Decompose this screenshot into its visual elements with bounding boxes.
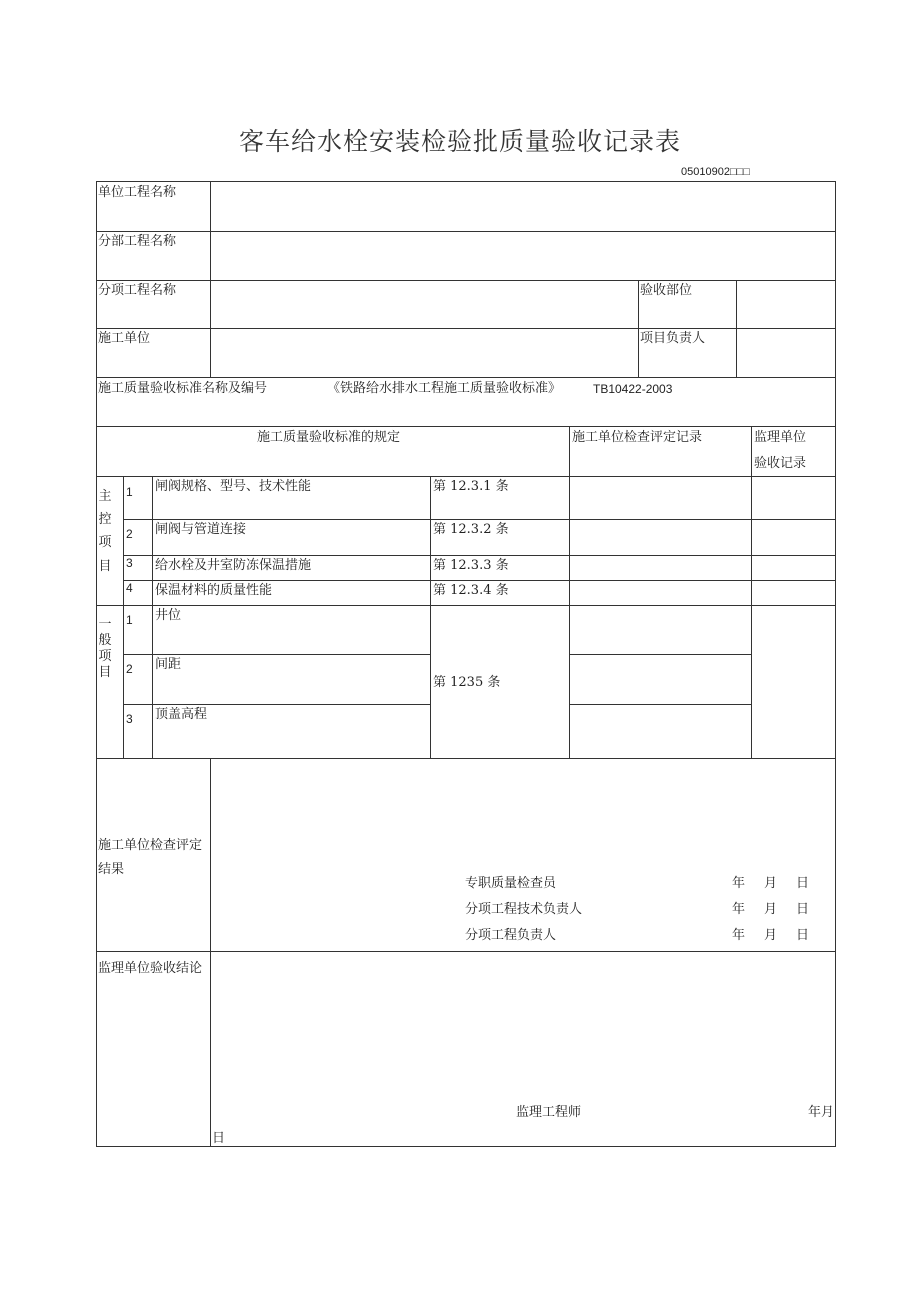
general-item-name: 间距: [155, 657, 182, 672]
row-line: [96, 951, 836, 952]
row-line: [96, 231, 836, 232]
main-item-name: 给水栓及井室防冻保温措施: [155, 558, 312, 573]
form-title: 客车给水栓安装检验批质量验收记录表: [238, 127, 681, 156]
signer-role: 专职质量检查员: [465, 876, 557, 891]
row-line: [569, 654, 752, 655]
main-control-label-char: 控: [98, 512, 112, 527]
supervision-column-header-line2: 验收记录: [754, 456, 807, 471]
col-line: [751, 426, 752, 759]
supervision-date-day: 日: [212, 1131, 226, 1146]
signer-date-month: 月: [764, 876, 778, 891]
general-label-char: 项: [98, 649, 112, 664]
table-border-top: [96, 181, 836, 182]
main-control-label-char: 目: [98, 559, 112, 574]
signer-date-month: 月: [764, 902, 778, 917]
row-line: [96, 605, 836, 606]
main-item-clause: 第 12.3.1 条: [433, 479, 509, 494]
row-line: [123, 704, 431, 705]
signer-date-day: 日: [796, 902, 810, 917]
inspection-part-label: 验收部位: [640, 283, 693, 298]
main-item-clause: 第 12.3.2 条: [433, 522, 509, 537]
signer-date-day: 日: [796, 876, 810, 891]
row-line: [96, 476, 836, 477]
main-item-clause: 第 12.3.3 条: [433, 558, 509, 573]
main-item-name: 闸阀规格、型号、技术性能: [155, 479, 312, 494]
row-line: [123, 555, 836, 556]
supervision-result-label: 监理单位验收结论: [98, 961, 203, 976]
row-line: [123, 580, 836, 581]
standard-label: 施工质量验收标准名称及编号: [98, 381, 268, 396]
col-line: [210, 181, 211, 378]
col-line: [569, 426, 570, 759]
general-clause: 第 1235 条: [433, 675, 501, 690]
signer-date-month: 月: [764, 928, 778, 943]
standard-code: TB10422-2003: [593, 382, 673, 396]
general-item-name: 顶盖高程: [155, 707, 208, 722]
signer-role: 分项工程负责人: [465, 928, 557, 943]
main-control-label-char: 项: [98, 535, 112, 550]
main-item-name: 闸阀与管道连接: [155, 522, 247, 537]
supervision-date-year-month: 年月: [808, 1105, 835, 1120]
main-control-label-char: 主: [98, 489, 112, 504]
construction-unit-label: 施工单位: [98, 331, 151, 346]
general-item-no: 2: [126, 662, 133, 676]
main-item-name: 保温材料的质量性能: [155, 583, 273, 598]
col-line: [210, 758, 211, 1147]
row-line: [96, 377, 836, 378]
signer-date-day: 日: [796, 928, 810, 943]
supervision-column-header-line1: 监理单位: [754, 430, 807, 445]
unit-project-label: 单位工程名称: [98, 185, 177, 200]
row-line: [123, 654, 431, 655]
signer-date-year: 年: [732, 928, 746, 943]
general-label-char: 般: [98, 633, 112, 648]
project-manager-label: 项目负责人: [640, 331, 706, 346]
signer-role: 分项工程技术负责人: [465, 902, 583, 917]
general-label-char: 一: [98, 617, 112, 632]
row-line: [123, 519, 836, 520]
supervision-engineer-label: 监理工程师: [516, 1105, 582, 1120]
col-line: [638, 280, 639, 378]
row-line: [96, 758, 836, 759]
subitem-project-label: 分项工程名称: [98, 283, 177, 298]
signer-date-year: 年: [732, 902, 746, 917]
main-item-no: 2: [126, 527, 133, 541]
main-item-no: 1: [126, 485, 133, 499]
main-item-clause: 第 12.3.4 条: [433, 583, 509, 598]
main-item-no: 4: [126, 581, 133, 595]
row-line: [569, 704, 752, 705]
standard-name: 《铁路给水排水工程施工质量验收标准》: [327, 381, 562, 396]
construction-result-label-line2: 结果: [98, 862, 125, 877]
row-line: [96, 328, 836, 329]
main-item-no: 3: [126, 556, 133, 570]
table-border-bottom: [96, 1146, 836, 1147]
division-project-label: 分部工程名称: [98, 234, 177, 249]
row-line: [96, 280, 836, 281]
general-item-name: 井位: [155, 608, 182, 623]
table-border-right: [835, 181, 836, 1147]
signer-date-year: 年: [732, 876, 746, 891]
general-label-char: 目: [98, 665, 112, 680]
form-code: 05010902□□□: [681, 166, 750, 178]
construction-result-label-line1: 施工单位检查评定: [98, 838, 203, 853]
spec-column-header: 施工质量验收标准的规定: [257, 430, 401, 445]
row-line: [96, 426, 836, 427]
general-item-no: 3: [126, 712, 133, 726]
check-record-column-header: 施工单位检查评定记录: [572, 430, 703, 445]
col-line: [736, 280, 737, 378]
general-item-no: 1: [126, 613, 133, 627]
